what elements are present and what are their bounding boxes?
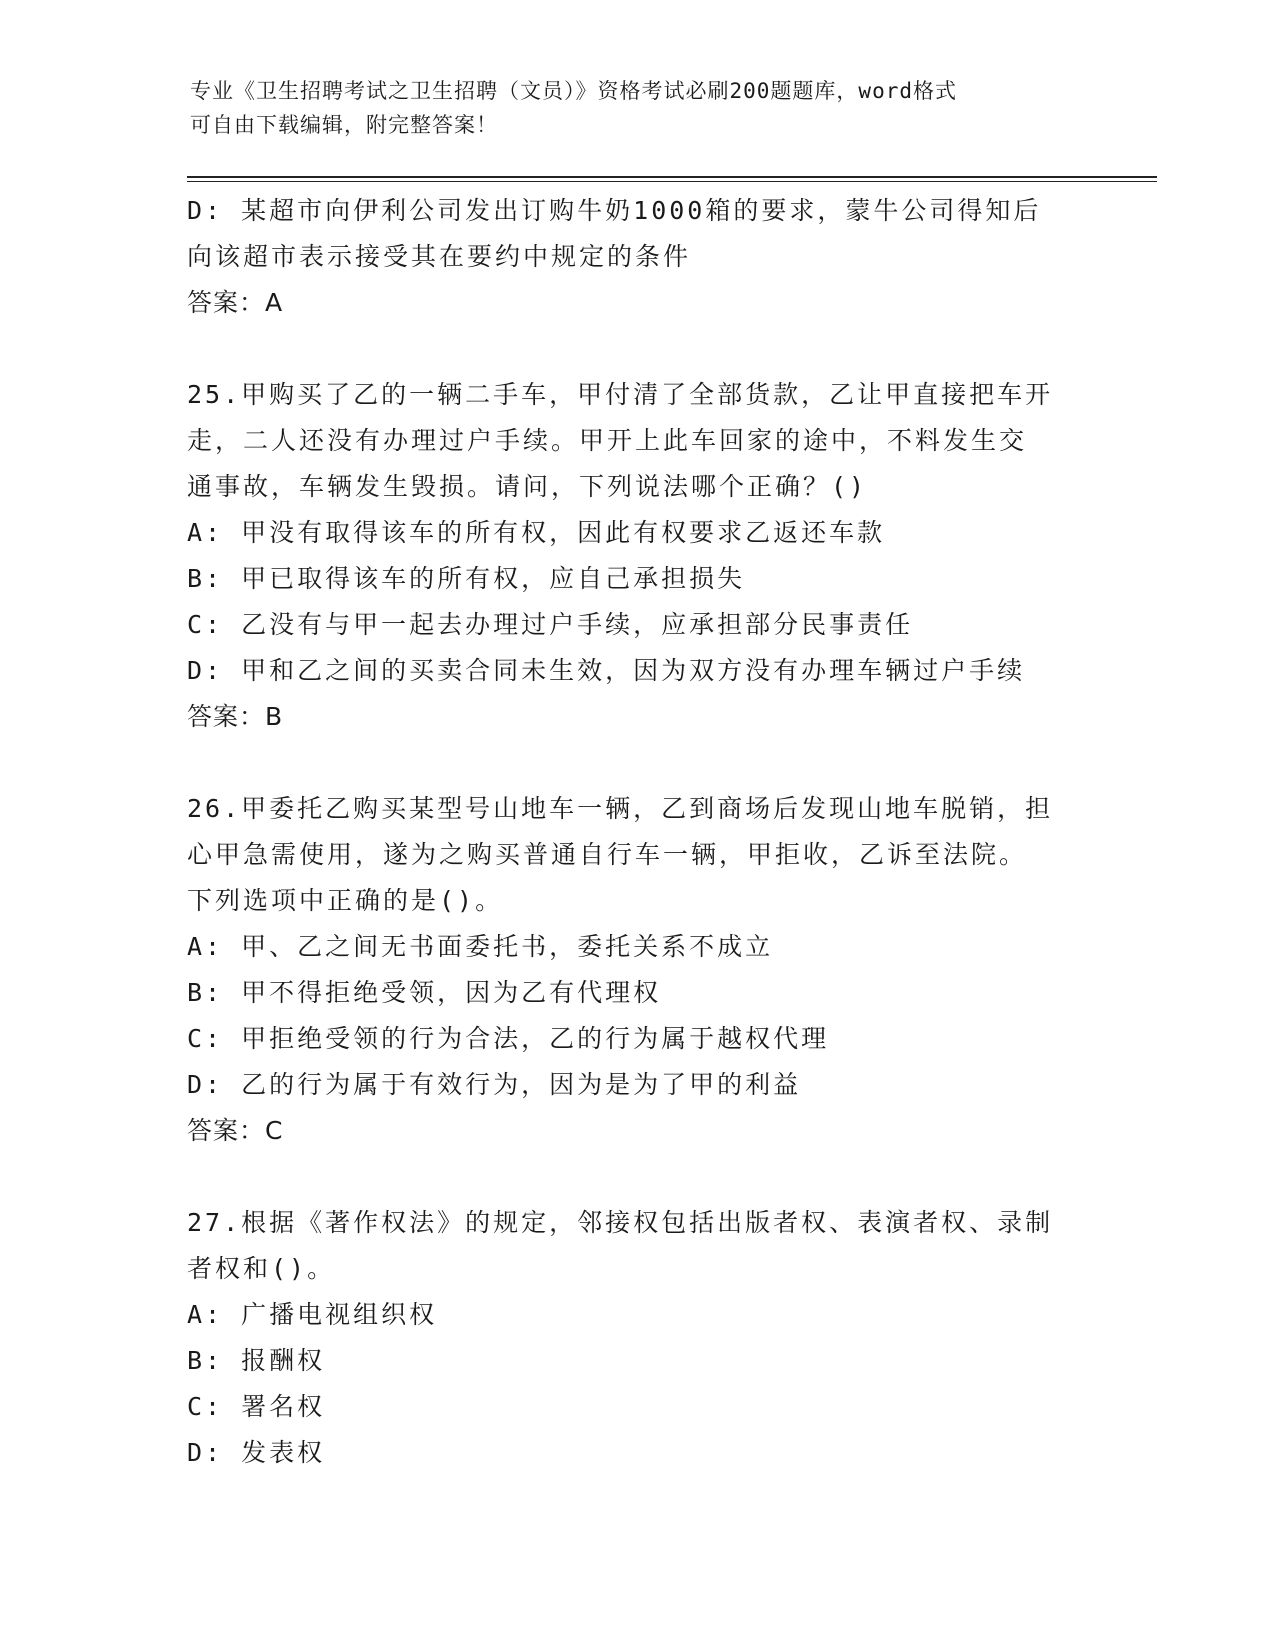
question-stem-continued: 走，二人还没有办理过户手续。甲开上此车回家的途中，不料发生交 (187, 426, 1028, 455)
option-c: C: 甲拒绝受领的行为合法，乙的行为属于越权代理 (187, 1024, 830, 1053)
page-header (190, 74, 1070, 142)
option-a: A: 广播电视组织权 (187, 1300, 438, 1329)
answer-label: 答案：C (187, 1116, 284, 1145)
spacer (187, 326, 1087, 372)
option-d: D: 发表权 (187, 1438, 326, 1467)
question-stem-continued: 通事故，车辆发生毁损。请问，下列说法哪个正确？() (187, 472, 868, 501)
question-list (187, 188, 1087, 1476)
question-26 (187, 786, 1087, 1154)
option-d: D: 乙的行为属于有效行为，因为是为了甲的利益 (187, 1070, 802, 1099)
spacer (187, 1154, 1087, 1200)
header-title-line-2: 可自由下载编辑，附完整答案！ (190, 113, 498, 137)
option-c: C: 乙没有与甲一起去办理过户手续，应承担部分民事责任 (187, 610, 914, 639)
option-a: A: 甲没有取得该车的所有权，因此有权要求乙返还车款 (187, 518, 886, 547)
spacer (187, 740, 1087, 786)
option-a: A: 甲、乙之间无书面委托书，委托关系不成立 (187, 932, 774, 961)
option-b: B: 甲已取得该车的所有权，应自己承担损失 (187, 564, 746, 593)
question-stem: 27.根据《著作权法》的规定，邻接权包括出版者权、表演者权、录制 (187, 1208, 1054, 1237)
question-stem: 26.甲委托乙购买某型号山地车一辆，乙到商场后发现山地车脱销，担 (187, 794, 1054, 823)
question-25 (187, 372, 1087, 740)
option-d-continued: 向该超市表示接受其在要约中规定的条件 (187, 242, 692, 271)
option-d: D: 某超市向伊利公司发出订购牛奶1000箱的要求，蒙牛公司得知后 (187, 196, 1042, 225)
option-b: B: 报酬权 (187, 1346, 326, 1375)
answer-label: 答案：A (187, 288, 284, 317)
question-stem-continued: 者权和()。 (187, 1254, 336, 1283)
question-stem: 25.甲购买了乙的一辆二手车，甲付清了全部货款，乙让甲直接把车开 (187, 380, 1054, 409)
header-title-line-1: 专业《卫生招聘考试之卫生招聘（文员）》资格考试必刷200题题库，word格式 (190, 79, 957, 103)
option-c: C: 署名权 (187, 1392, 326, 1421)
option-d: D: 甲和乙之间的买卖合同未生效，因为双方没有办理车辆过户手续 (187, 656, 1026, 685)
question-24-tail (187, 188, 1087, 326)
question-stem-continued: 下列选项中正确的是()。 (187, 886, 504, 915)
answer-label: 答案：B (187, 702, 284, 731)
option-b: B: 甲不得拒绝受领，因为乙有代理权 (187, 978, 662, 1007)
header-divider (187, 176, 1157, 182)
question-stem-continued: 心甲急需使用，遂为之购买普通自行车一辆，甲拒收，乙诉至法院。 (187, 840, 1028, 869)
question-27 (187, 1200, 1087, 1476)
